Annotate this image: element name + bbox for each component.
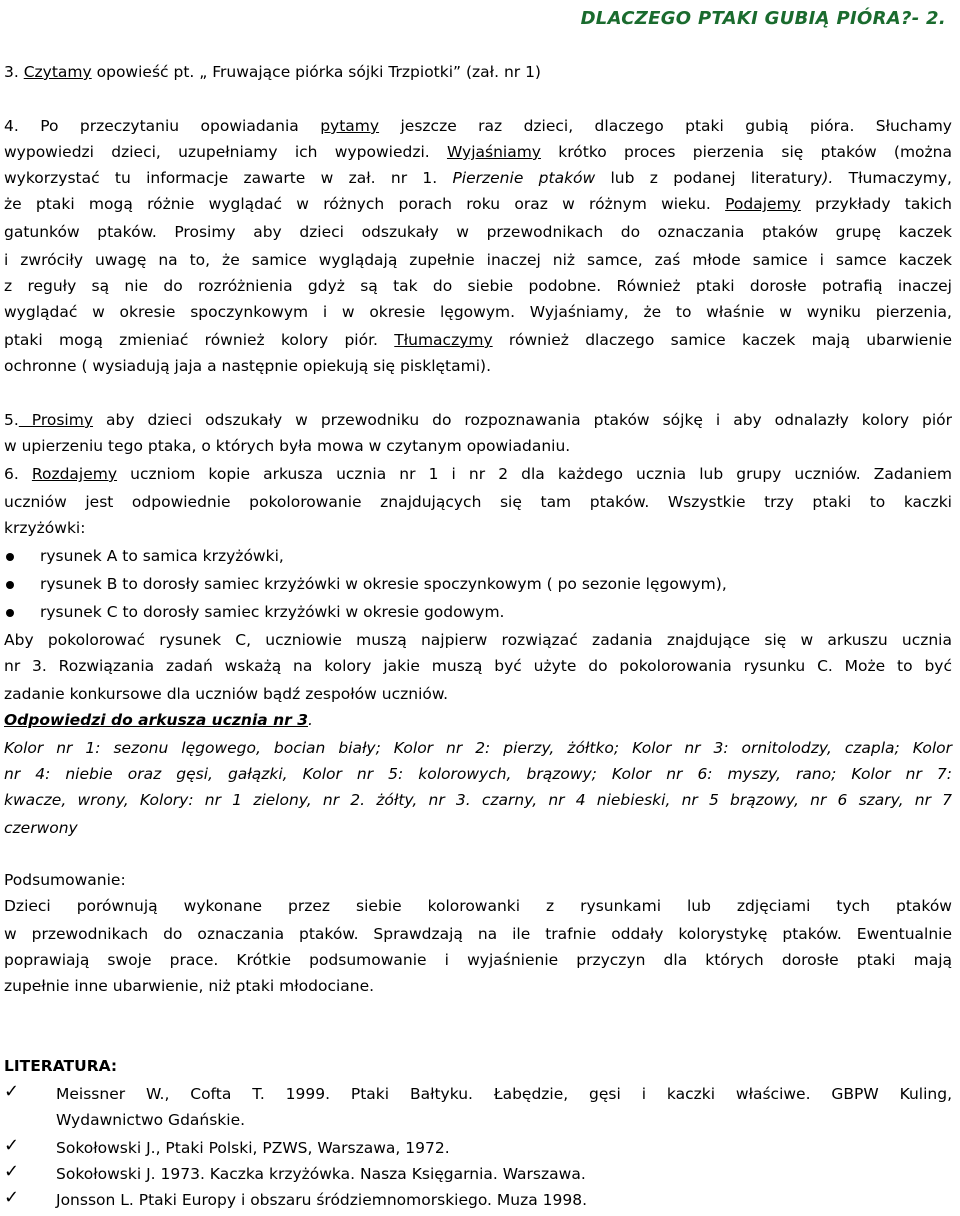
literature-item: Sokołowski J., Ptaki Polski, PZWS, Warszawa, 1972. <box>56 1139 450 1157</box>
page-title: DLACZEGO PTAKI GUBIĄ PIÓRA?- 2. <box>580 8 946 29</box>
checkmark-icon: ✓ <box>4 1161 20 1182</box>
summary-line-1: Dzieci porównują wykonane przez siebie kolorowanki z rysunkami lub zdjęciami tych ptaków <box>4 897 952 915</box>
bullet-dot-icon <box>6 553 14 561</box>
answers-line-2: nr 4: niebie oraz gęsi, gałązki, Kolor nr 5: kolorowych, brązowy; Kolor nr 6: myszy, rano; Kolor nr 7: <box>4 765 952 783</box>
bullet-dot-icon <box>6 581 14 589</box>
p4-line-2: wypowiedzi dzieci, uzupełniamy ich wypowiedzi. Wyjaśniamy krótko proces pierzenia się ptaków (można <box>4 143 952 161</box>
list-item: rysunek C to dorosły samiec krzyżówki w okresie godowym. <box>40 603 505 621</box>
literature-item: Meissner W., Cofta T. 1999. Ptaki Bałtyku. Łabędzie, gęsi i kaczki właściwe. GBPW Kuling, <box>56 1085 952 1103</box>
list-item: rysunek A to samica krzyżówki, <box>40 547 284 565</box>
literature-heading: LITERATURA: <box>4 1057 118 1075</box>
summary-line-2: w przewodnikach do oznaczania ptaków. Sprawdzają na ile trafnie oddały kolorystykę ptaków. Ewentualnie <box>4 925 952 943</box>
p4-line-8: wyglądać w okresie spoczynkowym i w okresie lęgowym. Wyjaśniamy, że to właśnie w wyniku pierzenia, <box>4 303 952 321</box>
p6-line-2: uczniów jest odpowiednie pokolorowanie znajdujących się tam ptaków. Wszystkie trzy ptaki to kaczki <box>4 493 952 511</box>
item-number: 3. <box>4 63 24 81</box>
underlined-verb: pytamy <box>320 117 380 135</box>
paragraph-text: opowieść pt. „ Fruwające piórka sójki Trzpiotki” (zał. nr 1) <box>91 63 541 81</box>
italic-reference: Pierzenie ptaków <box>452 169 596 187</box>
p6-line-3: krzyżówki: <box>4 519 86 537</box>
checkmark-icon: ✓ <box>4 1135 20 1156</box>
answers-line-3: kwacze, wrony, Kolory: nr 1 zielony, nr 2. żółty, nr 3. czarny, nr 4 niebieski, nr 5 brązowy, nr 6 szary, nr 7 <box>4 791 952 809</box>
literature-item: Sokołowski J. 1973. Kaczka krzyżówka. Nasza Księgarnia. Warszawa. <box>56 1165 586 1183</box>
p4-line-9: ptaki mogą zmieniać również kolory piór. Tłumaczymy również dlaczego samice kaczek mają ubarwienie <box>4 331 952 349</box>
checkmark-icon: ✓ <box>4 1187 20 1208</box>
paragraph-3 <box>4 62 952 82</box>
summary-heading: Podsumowanie: <box>4 871 126 889</box>
summary-line-4: zupełnie inne ubarwienie, niż ptaki młodociane. <box>4 977 375 995</box>
p4-line-5: gatunków ptaków. Prosimy aby dzieci odszukały w przewodnikach do oznaczania ptaków grupę kaczek <box>4 223 952 241</box>
p4-line-10: ochronne ( wysiadują jaja a następnie opiekują się pisklętami). <box>4 357 492 375</box>
p7-line-3: zadanie konkursowe dla uczniów bądź zespołów uczniów. <box>4 685 449 703</box>
underlined-verb: Tłumaczymy <box>394 331 493 349</box>
p5-line-1: 5. Prosimy aby dzieci odszukały w przewodniku do rozpoznawania ptaków sójkę i aby odnalazły kolory piór <box>4 411 953 429</box>
p6-line-1: 6. Rozdajemy uczniom kopie arkusza ucznia nr 1 i nr 2 dla każdego ucznia lub grupy uczniów. Zadaniem <box>4 465 952 483</box>
underlined-verb: Prosimy <box>18 411 94 429</box>
underlined-verb: Podajemy <box>725 195 801 213</box>
p7-line-1: Aby pokolorować rysunek C, uczniowie muszą najpierw rozwiązać zadania znajdujące się w arkuszu ucznia <box>4 631 952 649</box>
underlined-verb: Wyjaśniamy <box>446 143 541 161</box>
p7-line-2: nr 3. Rozwiązania zadań wskażą na kolory jakie muszą być użyte do pokolorowania rysunku C. Może to być <box>4 657 952 675</box>
p4-line-7: z reguły są nie do rozróżnienia gdyż są tak do siebie podobne. Również ptaki dorosłe potrafią inaczej <box>4 277 952 295</box>
answers-heading: Odpowiedzi do arkusza ucznia nr 3. <box>4 711 313 729</box>
answers-line-4: czerwony <box>4 819 78 837</box>
underlined-verb: Czytamy <box>23 63 92 81</box>
checkmark-icon: ✓ <box>4 1081 20 1102</box>
p5-line-2: w upierzeniu tego ptaka, o których była mowa w czytanym opowiadaniu. <box>4 437 571 455</box>
p4-line-3: wykorzystać tu informacje zawarte w zał. nr 1. Pierzenie ptaków lub z podanej literatury). Tłumaczymy, <box>4 169 952 187</box>
bullet-dot-icon <box>6 609 14 617</box>
p4-line-1: 4. Po przeczytaniu opowiadania pytamy jeszcze raz dzieci, dlaczego ptaki gubią pióra. Słuchamy <box>4 117 952 135</box>
p4-line-6: i zwróciły uwagę na to, że samice wyglądają zupełnie inaczej niż samce, zaś młode samice i samce kaczek <box>4 251 952 269</box>
answers-line-1: Kolor nr 1: sezonu lęgowego, bocian biały; Kolor nr 2: pierzy, żółtko; Kolor nr 3: ornitolodzy, czapla; Kolor <box>4 739 952 757</box>
summary-line-3: poprawiają swoje prace. Krótkie podsumowanie i wyjaśnienie przyczyn dla których dorosłe ptaki mają <box>4 951 952 969</box>
literature-item-continuation: Wydawnictwo Gdańskie. <box>56 1111 246 1129</box>
p4-line-4: że ptaki mogą różnie wyglądać w różnych porach roku oraz w różnym wieku. Podajemy przykłady takich <box>4 195 952 213</box>
underlined-verb: Rozdajemy <box>31 465 118 483</box>
literature-item: Jonsson L. Ptaki Europy i obszaru śródziemnomorskiego. Muza 1998. <box>56 1191 588 1209</box>
list-item: rysunek B to dorosły samiec krzyżówki w okresie spoczynkowym ( po sezonie lęgowym), <box>40 575 727 593</box>
